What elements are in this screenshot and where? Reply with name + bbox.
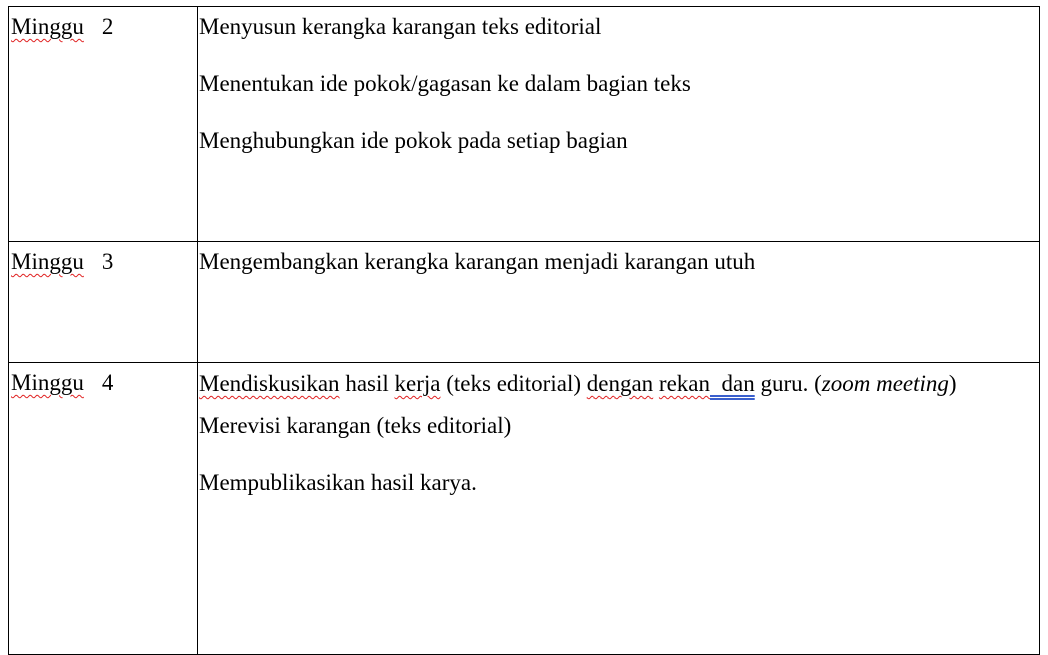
week-number: 3 [101, 249, 114, 274]
activity-line: Menyusun kerangka karangan teks editorial [199, 14, 602, 39]
week-label: Minggu [11, 249, 84, 274]
table-row [9, 363, 1040, 655]
activity-line: Merevisi karangan (teks editorial) [199, 413, 512, 438]
table-row [9, 242, 1040, 363]
activity-line: Menghubungkan ide pokok pada setiap bagian [199, 128, 628, 153]
week-label: Minggu [11, 14, 84, 39]
activity-cell [198, 363, 1040, 655]
activity-cell [198, 7, 1040, 242]
activity-cell [198, 242, 1040, 363]
activity-line: Mengembangkan kerangka karangan menjadi karangan utuh [199, 249, 756, 274]
week-cell [9, 7, 198, 242]
week-cell [9, 363, 198, 655]
week-number: 2 [101, 14, 114, 39]
table-row [9, 7, 1040, 242]
activity-line: Menentukan ide pokok/gagasan ke dalam bagian teks [199, 71, 691, 96]
activity-line: Mempublikasikan hasil karya. [199, 470, 477, 495]
activity-line: Mendiskusikan hasil kerja (teks editorial) dengan rekan dan guru. (zoom meeting) [199, 371, 957, 396]
week-number: 4 [101, 370, 114, 395]
schedule-table [8, 6, 1040, 655]
week-cell [9, 242, 198, 363]
week-label: Minggu [11, 370, 84, 395]
